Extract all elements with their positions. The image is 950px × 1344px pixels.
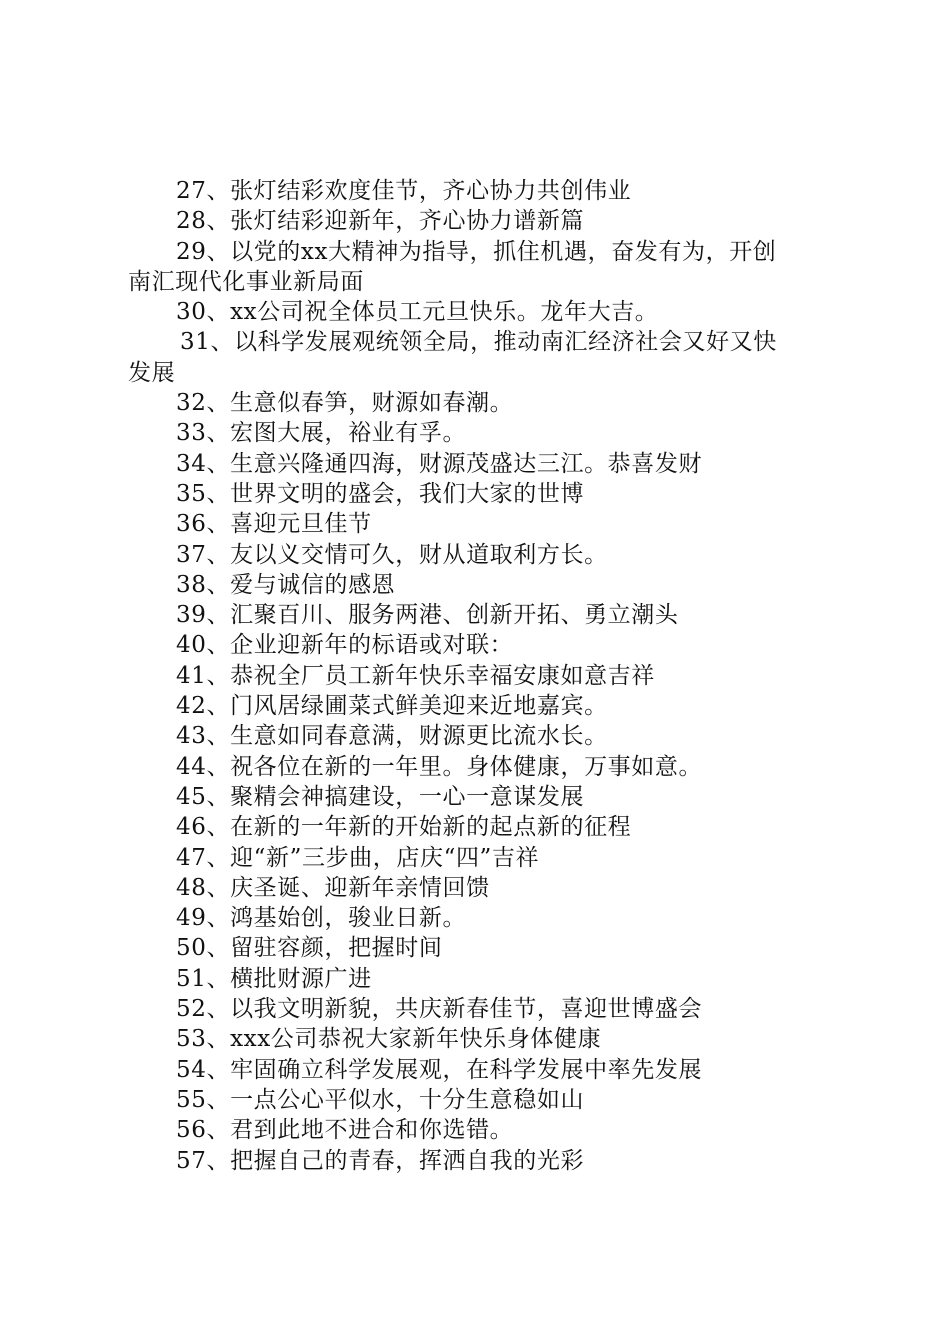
list-item: 52、以我文明新貌，共庆新春佳节，喜迎世博盛会 [176,996,703,1023]
list-item: 37、友以义交情可久，财从道取利方长。 [176,541,608,568]
list-item: 45、聚精会神搞建设，一心一意谋发展 [176,783,585,810]
list-item: 32、生意似春笋，财源如春潮。 [176,390,514,417]
list-item: 36、喜迎元旦佳节 [176,511,372,538]
list-item: 40、企业迎新年的标语或对联： [176,632,514,659]
list-item: 50、留驻容颜，把握时间 [176,935,443,962]
list-item: 44、祝各位在新的一年里。身体健康，万事如意。 [176,753,703,780]
list-item: 55、一点公心平似水，十分生意稳如山 [176,1086,585,1113]
list-item: 29、以党的xx大精神为指导，抓住机遇，奋发有为，开创 [176,238,777,265]
list-item: 49、鸿基始创，骏业日新。 [176,905,467,932]
list-item: 28、张灯结彩迎新年，齐心协力谱新篇 [176,208,585,235]
list-item: 31、以科学发展观统领全局，推动南汇经济社会又好又快 [180,329,777,356]
list-item: 56、君到此地不进合和你选错。 [176,1117,514,1144]
list-item: 39、汇聚百川、服务两港、创新开拓、勇立潮头 [176,602,679,629]
list-item: 27、张灯结彩欢度佳节，齐心协力共创伟业 [176,178,632,204]
list-item: 34、生意兴隆通四海，财源茂盛达三江。恭喜发财 [176,450,703,477]
list-item-continuation: 南汇现代化事业新局面 [128,268,364,295]
list-item: 43、生意如同春意满，财源更比流水长。 [176,723,608,750]
document-body [128,176,834,1176]
list-item: 33、宏图大展，裕业有孚。 [176,420,467,447]
list-item: 51、横批财源广进 [176,965,372,992]
list-item: 30、xx公司祝全体员工元旦快乐。龙年大吉。 [176,299,659,326]
list-item: 42、门风居绿圃菜式鲜美迎来近地嘉宾。 [176,693,608,720]
list-item: 47、迎“新”三步曲，店庆“四”吉祥 [176,844,540,871]
list-item: 57、把握自己的青春，挥洒自我的光彩 [176,1147,585,1174]
list-item: 41、恭祝全厂员工新年快乐幸福安康如意吉祥 [176,662,655,689]
list-item-continuation: 发展 [128,359,176,386]
list-item: 48、庆圣诞、迎新年亲情回馈 [176,874,490,901]
list-item: 38、爱与诚信的感恩 [176,571,396,598]
list-item: 46、在新的一年新的开始新的起点新的征程 [176,814,632,841]
list-item: 53、xxx公司恭祝大家新年快乐身体健康 [176,1026,602,1053]
list-item: 54、牢固确立科学发展观，在科学发展中率先发展 [176,1056,703,1083]
list-item: 35、世界文明的盛会，我们大家的世博 [176,480,585,507]
